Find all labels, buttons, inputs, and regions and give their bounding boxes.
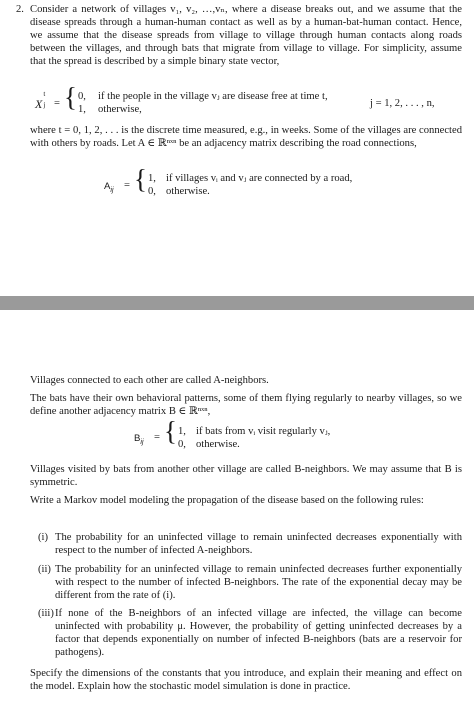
rule-item bbox=[30, 608, 462, 660]
rule-number: (i) bbox=[38, 532, 48, 543]
bats-paragraph: The bats have their own behavioral patterns, some of them flying regularly to nearby villages, so we define another adjacency matrix B ∈ ℝⁿˣⁿ, bbox=[30, 393, 462, 417]
eq1-index-range: j = 1, 2, . . . , n, bbox=[370, 98, 435, 109]
eq1-case1-condition: if the people in the village vⱼ are disease free at time t, bbox=[98, 91, 328, 102]
rule-text: The probability for an uninfected village to remain uninfected decreases exponentially with respect to the number of infected A-neighbors. bbox=[55, 532, 462, 556]
eq2-case2-condition: otherwise. bbox=[166, 186, 210, 197]
eq2-case1-condition: if villages vᵢ and vⱼ are connected by a road, bbox=[166, 173, 353, 184]
intro-paragraph: Consider a network of villages v₁, v₂, …,vₙ, where a disease breaks out, and we assume that the disease spreads through a human-human contact as well as by a human-bat-human contact. Hence, we assume that the disease spreads from village to village through human contacts along roads between the villages, and through bats that migrate from village to village. For simplicity, assume that the spread is described by a simple binary state vector, bbox=[30, 4, 462, 67]
eq1-case1-value: 0, bbox=[78, 91, 86, 102]
eq3-case2-condition: otherwise. bbox=[196, 439, 240, 450]
eq2-case2-value: 0, bbox=[148, 186, 156, 197]
document-page-2 bbox=[0, 310, 474, 706]
rule-number: (iii) bbox=[38, 608, 54, 619]
eq2-lhs: $A_{ij}$ bbox=[104, 181, 114, 194]
closing-paragraph: Specify the dimensions of the constants that you introduce, and explain their meaning and effect on the model. Explain how the stochastic model simulation is done in practice. bbox=[30, 668, 462, 692]
eq3-case1-condition: if bats from vᵢ visit regularly vⱼ, bbox=[196, 426, 331, 437]
b-neighbors-paragraph: Villages visited by bats from another other village are called B-neighbors. We may assume that B is symmetric. bbox=[30, 464, 462, 488]
eq2-brace: { bbox=[134, 164, 147, 194]
rule-item bbox=[30, 532, 462, 558]
document-page-1 bbox=[0, 0, 474, 296]
eq3-lhs: $B_{ij}$ bbox=[134, 433, 144, 446]
eq1-case2-value: 1, bbox=[78, 104, 86, 115]
eq2-case1-value: 1, bbox=[148, 173, 156, 184]
rule-number: (ii) bbox=[38, 564, 51, 575]
task-paragraph: Write a Markov model modeling the propagation of the disease based on the following rules: bbox=[30, 495, 424, 506]
eq1-case2-condition: otherwise, bbox=[98, 104, 142, 115]
eq3-brace: { bbox=[164, 416, 177, 446]
a-neighbors-paragraph: Villages connected to each other are called A-neighbors. bbox=[30, 375, 269, 386]
eq1-brace: { bbox=[64, 82, 77, 112]
problem-number: 2. bbox=[16, 4, 24, 15]
rule-item bbox=[30, 564, 462, 603]
page-separator bbox=[0, 296, 474, 310]
eq3-case1-value: 1, bbox=[178, 426, 186, 437]
rule-text: If none of the B-neighbors of an infected village are infected, the village can become uninfected with probability μ. However, the probability of getting uninfected decreases by a factor that depends exponentially on number of infected B-neighbors (bats are a reservoir for pathogens). bbox=[55, 608, 462, 658]
eq3-equals: = bbox=[154, 432, 160, 443]
eq1-equals: = bbox=[54, 98, 60, 109]
rule-text: The probability for an uninfected village to remain uninfected decreases further exponentially with respect to the number of infected B-neighbors. The rate of the exponential decay may be different from the rate of (i). bbox=[55, 564, 462, 601]
eq3-case2-value: 0, bbox=[178, 439, 186, 450]
middle-paragraph: where t = 0, 1, 2, . . . is the discrete time measured, e.g., in weeks. Some of the villages are connected with others by roads. Let A ∈ ℝⁿˣⁿ be an adjacency matrix describing the road connections, bbox=[30, 125, 462, 149]
eq2-equals: = bbox=[124, 180, 130, 191]
eq1-lhs: X t j bbox=[35, 90, 46, 111]
